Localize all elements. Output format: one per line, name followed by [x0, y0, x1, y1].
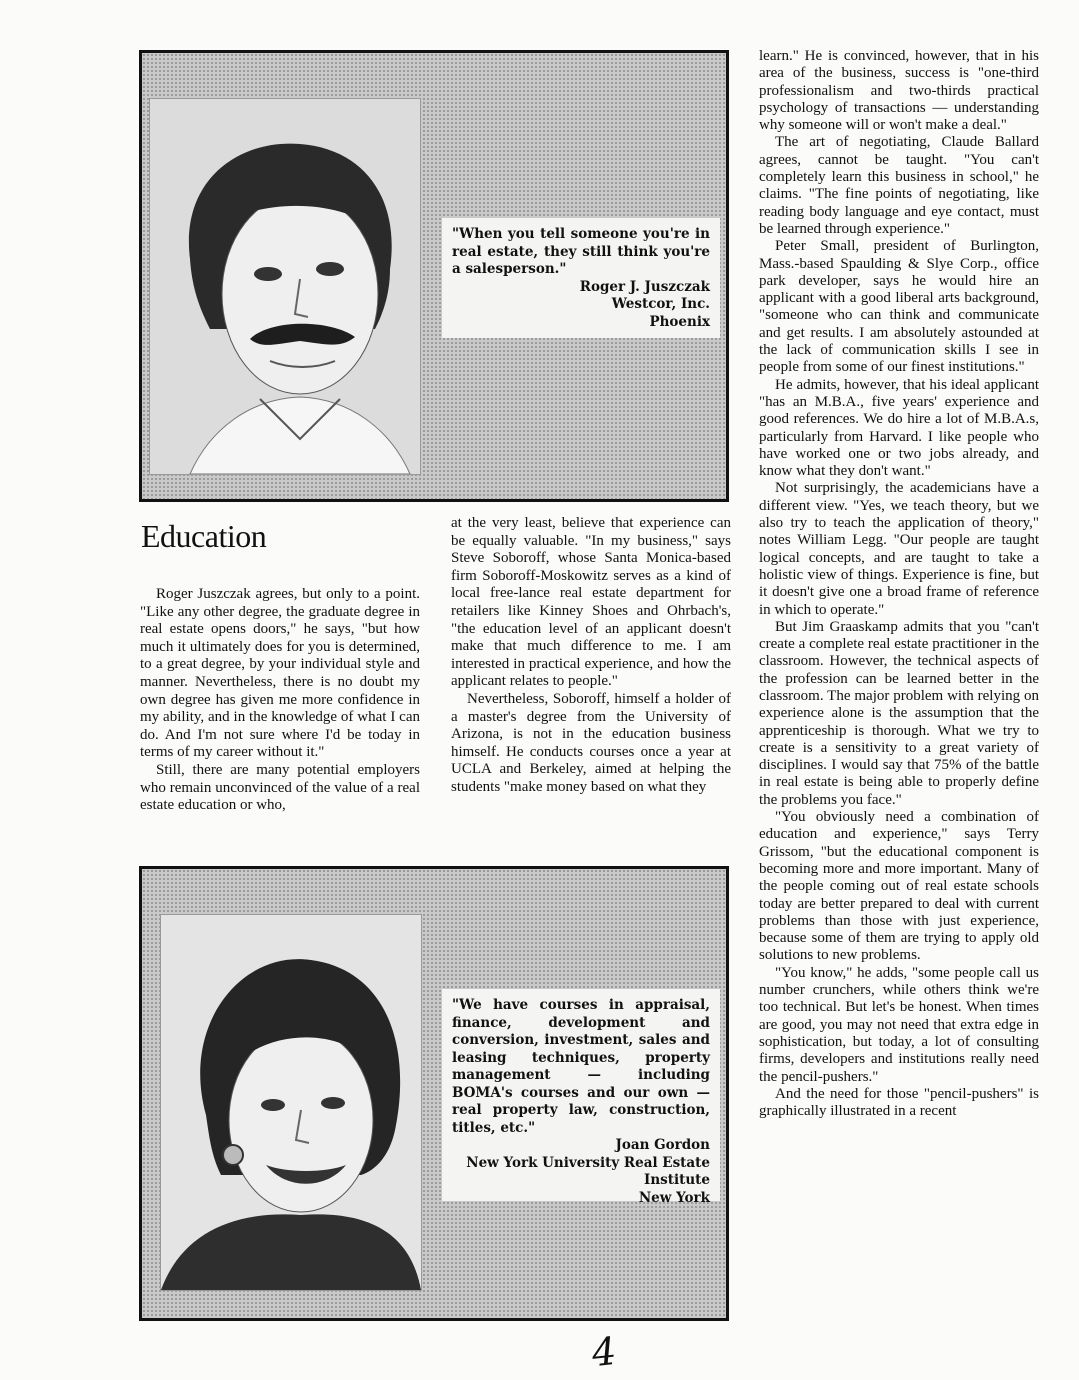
paragraph: And the need for those "pencil-pushers" is graphically illustrated in a recent [759, 1085, 1039, 1120]
paragraph: "You obviously need a combination of education and experience," says Terry Grissom, "but the educational component is becoming more and more important. Many of the people coming out of real estate schools today are better prepared to deal with current problems than those with just experience, because some of them are trying to apply old solutions to new problems. [759, 809, 1039, 964]
figure-juszczak [139, 50, 729, 502]
caption-juszczak [442, 218, 720, 338]
column-middle [451, 515, 731, 797]
paragraph: Not surprisingly, the academicians have a different view. "Yes, we teach theory, but we also try to teach the application of theory," notes William Legg. "Our people are taught logical concepts, and are taught to take a holistic view of things. Experience is fine, but it doesn't give one a broad frame of reference in which to operate." [759, 480, 1039, 618]
paragraph: Roger Juszczak agrees, but only to a point. "Like any other degree, the graduate degree in real estate opens doors," he says, "but how much it ultimately does for you is determined, to a great degree, by your individual style and manner. Nevertheless, there is no doubt my own degree has given me more confidence in my ability, and in the knowledge of what I can do. And I'm not sure where I'd be today in terms of my career without it." [140, 586, 420, 761]
paragraph: Still, there are many potential employers who remain unconvinced of the value of a real estate education or who, [140, 761, 420, 814]
paragraph: Nevertheless, Soboroff, himself a holder of a master's degree from the University of Arizona, is not in the education business himself. He conducts courses once a year at UCLA and Berkeley, aimed at helping the students "make money based on what they [451, 690, 731, 795]
figure-gordon [139, 866, 729, 1321]
portrait-woman-image [161, 915, 421, 1290]
portrait-man-image [150, 99, 420, 474]
attribution-company: Westcor, Inc. [611, 296, 710, 312]
attribution-name: Joan Gordon [615, 1137, 710, 1153]
page-number: 4 [589, 1328, 619, 1376]
paragraph: He admits, however, that his ideal applicant "has an M.B.A., five years' experience and good references. We do hire a lot of M.B.A.s, particularly from Harvard. I like people who have worked one or two jobs already, and know what they don't want." [759, 376, 1039, 480]
section-heading: Education [141, 518, 267, 554]
photo-joan-gordon [160, 914, 422, 1291]
attribution-location: New York [638, 1189, 710, 1206]
attribution-institution: New York University Real Estate Institute [466, 1154, 710, 1188]
paragraph: But Jim Graaskamp admits that you "can't create a complete real estate practitioner in the classroom. However, the technical aspects of the profession can be learned better in the classroom. The major problem with relying on experience alone is the assumption that the apprenticeship is thorough. What we try to create is a sensitivity to a great variety of disciplines. I would say that 75% of the battle in real estate is being able to properly define the problems you face." [759, 618, 1039, 808]
caption-gordon [442, 989, 720, 1206]
column-left [140, 586, 420, 815]
paragraph: learn." He is convinced, however, that in his area of the business, success is "one-third professionalism and two-thirds practical psychology of transactions — understanding why someone will or won't make a deal." [759, 48, 1039, 134]
photo-roger-juszczak [149, 98, 421, 475]
paragraph: "You know," he adds, "some people call us number crunchers, while others think we're too technical. But let's be honest. When times are good, you may not need that extra edge in sophistication, but today, a lot of consulting firms, developers and institutions really need the pencil-pushers." [759, 964, 1039, 1085]
attribution-name: Roger J. Juszczak [579, 278, 710, 295]
paragraph: at the very least, believe that experience can be equally valuable. "In my business," says Steve Soboroff, whose Santa Monica-based firm Soboroff-Moskowitz serves as a kind of local free-lance real estate department for retailers like Kinney Shoes and Ohrbach's, "the education level of an applicant doesn't make that much difference to me. I am interested in practical experience, and how the applicant relates to people." [451, 515, 731, 690]
pull-quote: "We have courses in appraisal, finance, development and conversion, investment, sales and leasing techniques, property management — including BOMA's courses and our own — real property law, construction, titles, etc." [452, 997, 710, 1136]
attribution-location: Phoenix [649, 313, 710, 330]
paragraph: The art of negotiating, Claude Ballard agrees, cannot be taught. "You can't completely learn this business in school," he claims. "The fine points of negotiating, like reading body language and eye contact, must be learned through experience." [759, 134, 1039, 237]
column-right [759, 48, 1039, 1120]
pull-quote: "When you tell someone you're in real estate, they still think you're a salesperson." [452, 226, 710, 277]
paragraph: Peter Small, president of Burlington, Mass.-based Spaulding & Slye Corp., office park developer, says he would hire an applicant with a good liberal arts background, "someone who can think and communicate and get results. I am absolutely astounded at the lack of communication skills I see in people from some of our finest institutions." [759, 238, 1039, 376]
